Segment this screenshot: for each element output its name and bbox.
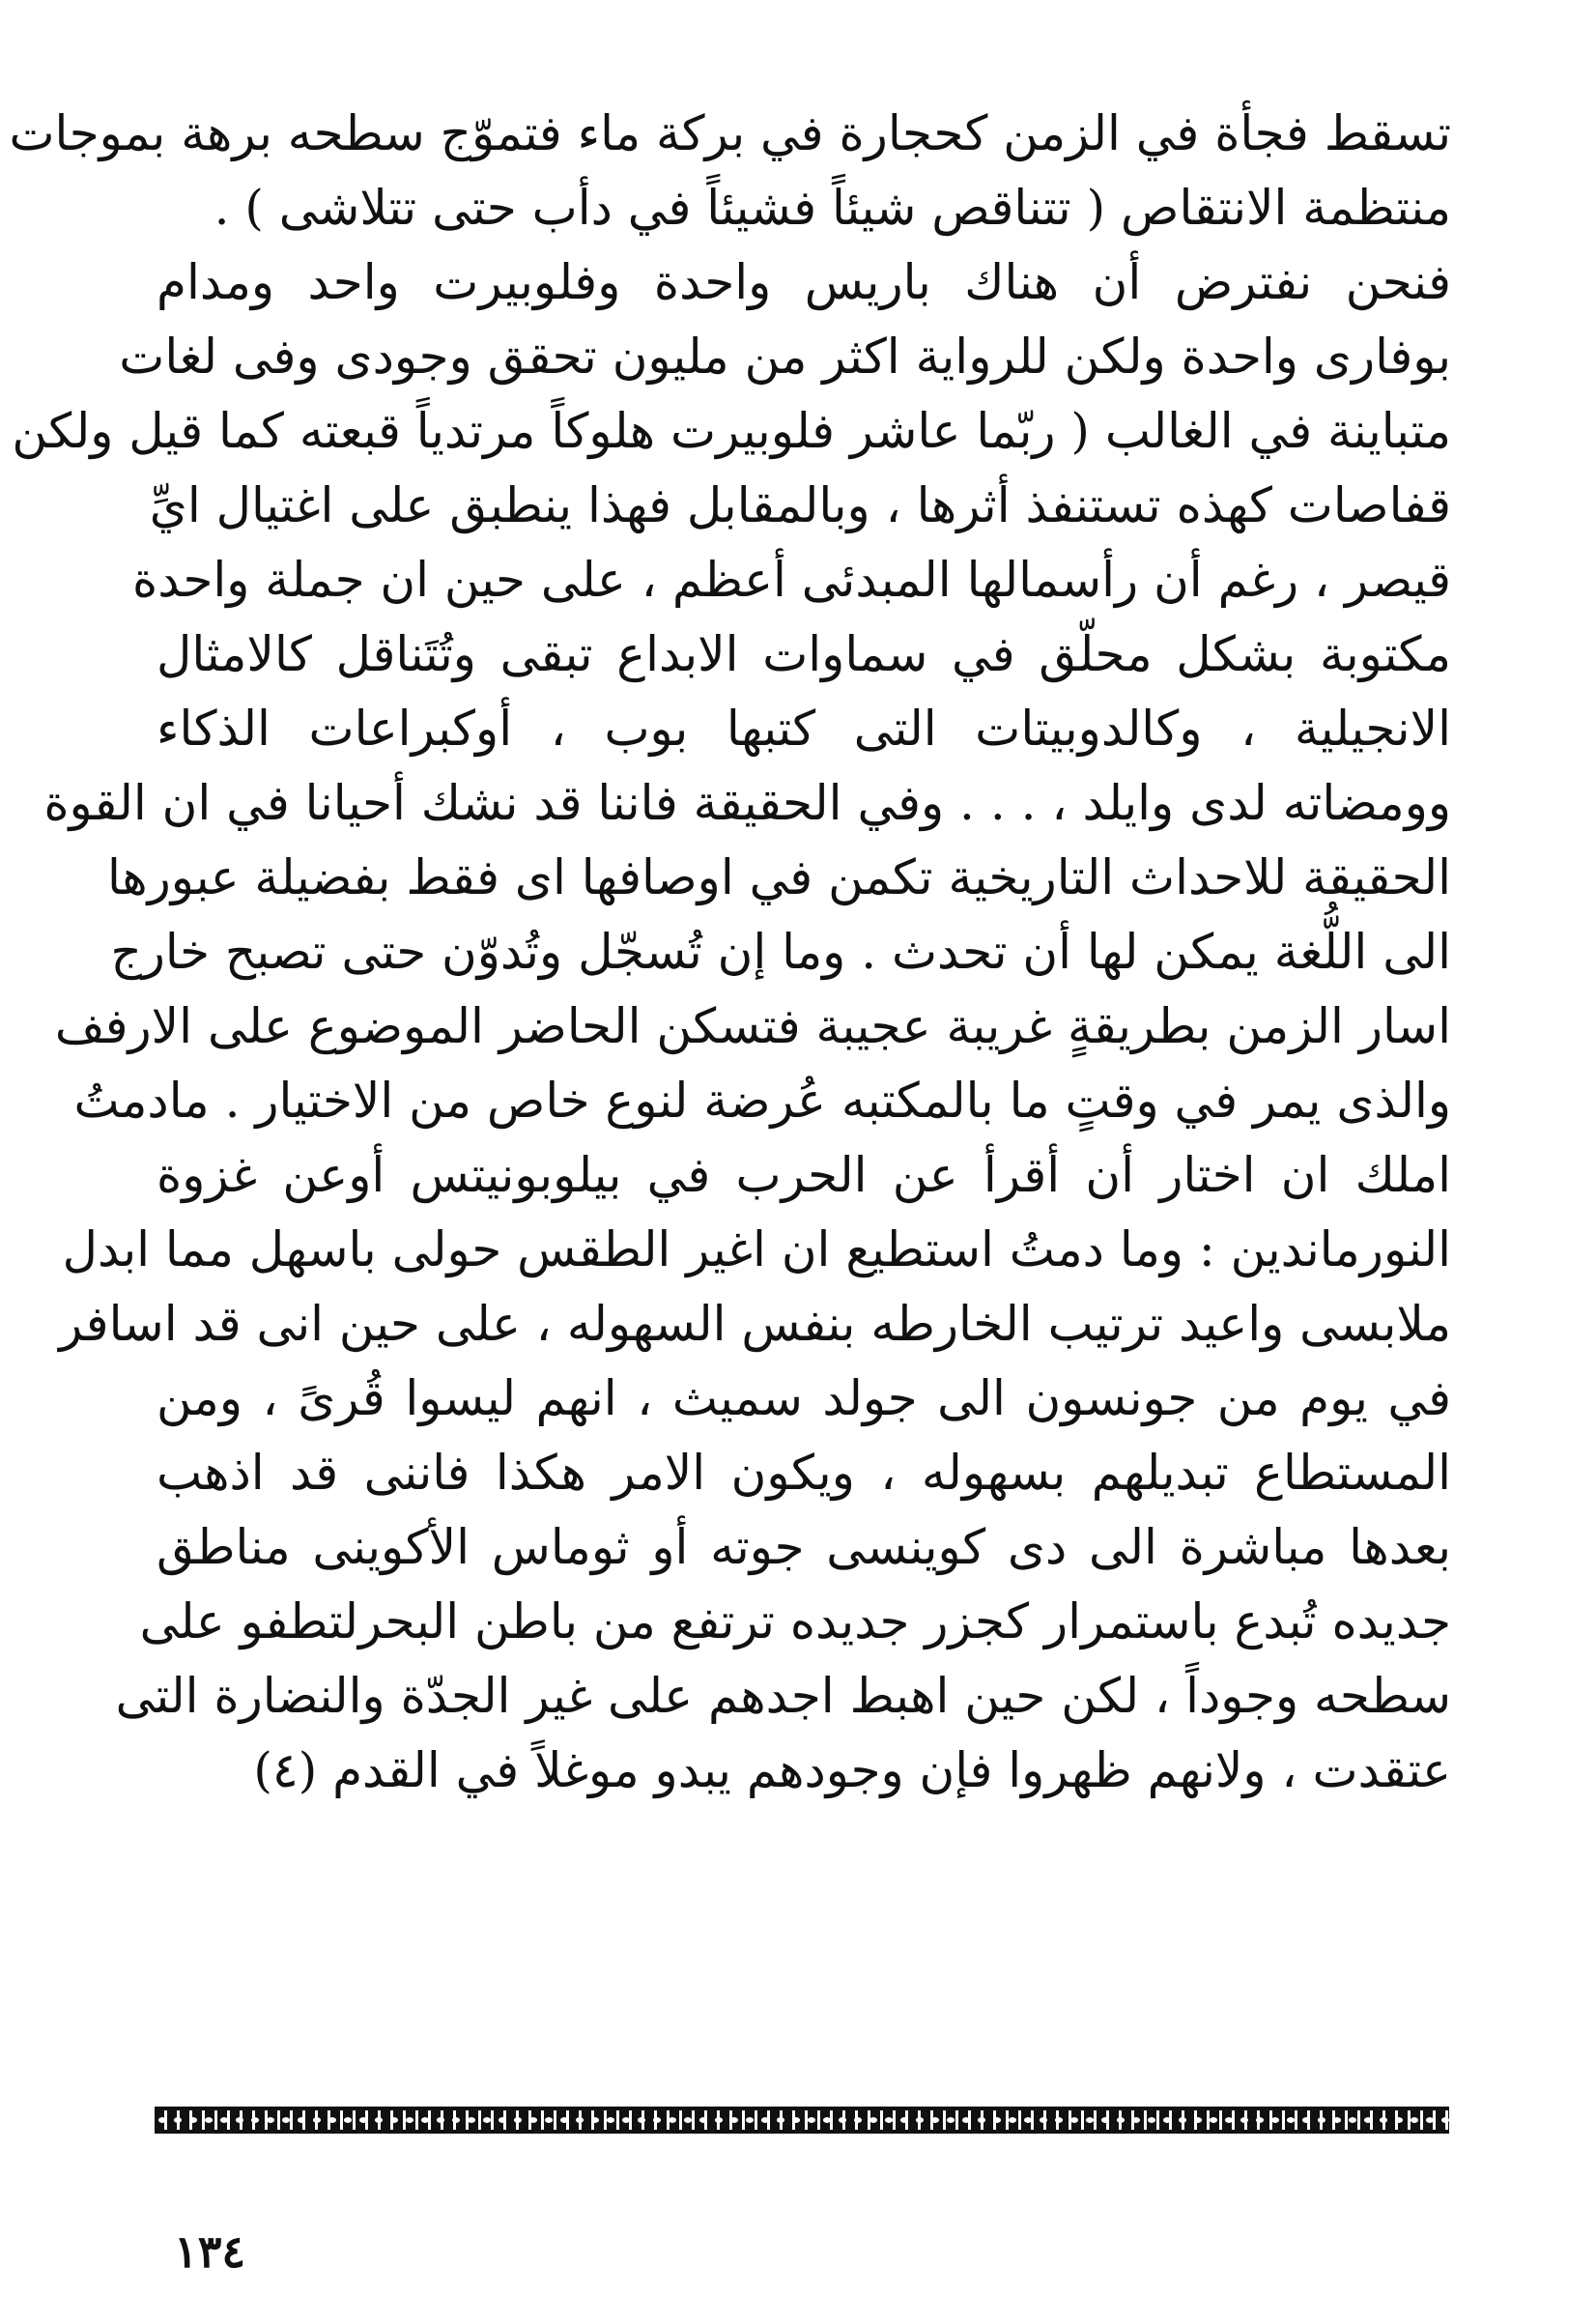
text-line: متباينة في الغالب ( ربّما عاشر فلوبيرت هلوكاً مرتدياً قبعته كما قيل ولكن	[12, 403, 1451, 459]
text-line: عتقدت ، ولانهم ظهروا فإن وجودهم يبدو موغلاً في القدم (٤)	[253, 1742, 1451, 1798]
text-line: والذى يمر في وقتٍ ما بالمكتبه عُرضة لنوع خاص من الاختيار . مادمتُ	[73, 1073, 1451, 1129]
text-line: بوفارى واحدة ولكن للرواية اكثر من مليون تحقق وجودى وفى لغات	[119, 329, 1451, 385]
page-number: ١٣٤	[174, 2225, 246, 2278]
text-line: منتظمة الانتقاص ( تتناقص شيئاً فشيئاً في دأب حتى تتلاشى ) .	[214, 180, 1451, 236]
text-line: وومضاته لدى وايلد ، . . . وفي الحقيقة فاننا قد نشك أحيانا في ان القوة	[43, 775, 1451, 831]
text-line: جديده تُبدع باستمرار كجزر جديده ترتفع من باطن البحرلتطفو على	[139, 1593, 1451, 1649]
text-line: قفاصات كهذه تستنفذ أثرها ، وبالمقابل فهذا ينطبق على اغتيال ايِّ	[149, 477, 1451, 533]
text-line: في يوم من جونسون الى جولد سميث ، انهم ليسوا قُرىً ، ومن	[157, 1370, 1451, 1426]
text-line: الانجيلية ، وكالدوبيتات التى كتبها بوب ، أوكبراعات الذكاء	[157, 701, 1451, 757]
text-line: الى اللُّغة يمكن لها أن تحدث . وما إن تُسجّل وتُدوّن حتى تصبح خارج	[110, 924, 1451, 980]
divider-rule	[155, 2130, 1449, 2134]
text-line: ملابسى واعيد ترتيب الخارطه بنفس السهوله ، على حين انى قد اسافر	[59, 1296, 1451, 1352]
text-line: بعدها مباشرة الى دى كوينسى جوته أو ثوماس الأكوينى مناطق	[157, 1519, 1451, 1575]
text-line: تسقط فجأة في الزمن كحجارة في بركة ماء فتموّج سطحه برهة بموجات	[9, 105, 1451, 161]
text-line: قيصر ، رغم أن رأسمالها المبدئى أعظم ، على حين ان جملة واحدة	[132, 552, 1451, 608]
text-line: املك ان اختار أن أقرأ عن الحرب في بيلوبونيتس أوعن غزوة	[157, 1147, 1451, 1203]
text-line: فنحن نفترض أن هناك باريس واحدة وفلوبيرت واحد ومدام	[157, 254, 1451, 310]
text-line: المستطاع تبديلهم بسهوله ، ويكون الامر هكذا فاننى قد اذهب	[157, 1445, 1451, 1501]
text-line: الحقيقة للاحداث التاريخية تكمن في اوصافها اى فقط بفضيلة عبورها	[107, 849, 1451, 905]
text-line: النورماندين : وما دمتُ استطيع ان اغير الطقس حولى باسهل مما ابدل	[62, 1221, 1451, 1277]
text-line: مكتوبة بشكل محلّق في سماوات الابداع تبقى وتُتَناقل كالامثال	[157, 626, 1451, 682]
text-line: اسار الزمن بطريقةٍ غريبة عجيبة فتسكن الحاضر الموضوع على الارفف	[54, 998, 1451, 1054]
body-text	[9, 97, 1451, 1808]
text-line: سطحه وجوداً ، لكن حين اهبط اجدهم على غير الجدّة والنضارة التى	[115, 1668, 1451, 1724]
